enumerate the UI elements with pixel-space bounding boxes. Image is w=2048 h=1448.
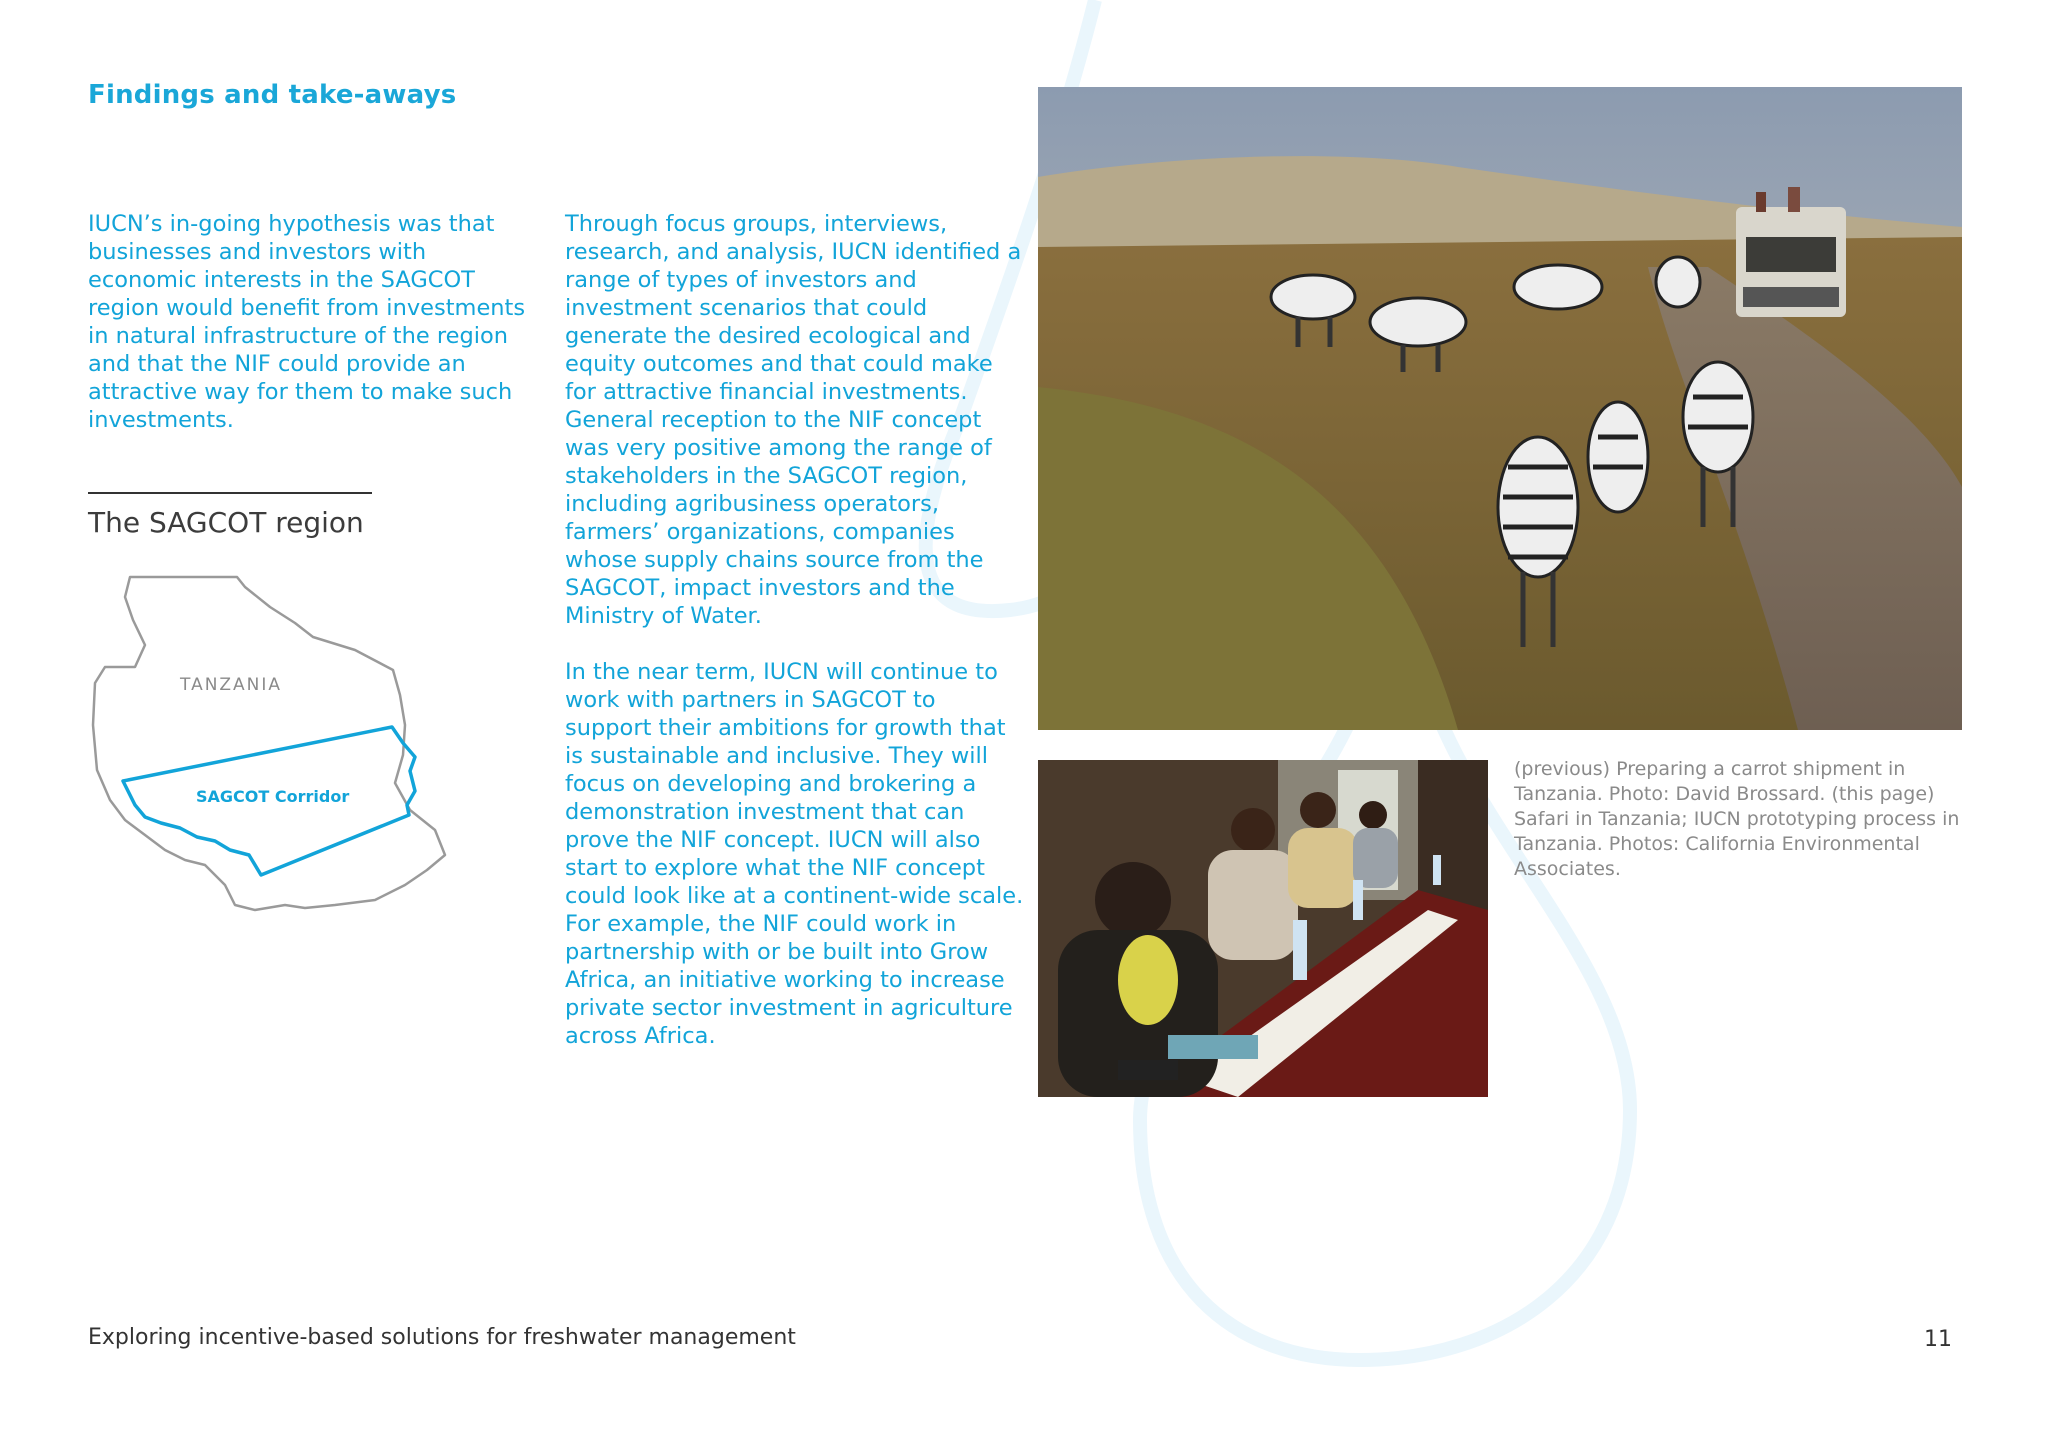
- tanzania-outline: [93, 577, 445, 910]
- hypothesis-paragraph: IUCN’s in-going hypothesis was that businesses and investors with economic interests in the SAGCOT region would benefit from investments in natural infrastructure of the region and that the NIF could provide an attractive way for them to make such investments.: [88, 211, 526, 433]
- meeting-photo: [1038, 760, 1488, 1097]
- corridor-label: SAGCOT Corridor: [196, 787, 350, 806]
- map-title: The SAGCOT region: [88, 506, 364, 539]
- tanzania-map: [85, 565, 455, 935]
- map-title-rule: [88, 492, 372, 494]
- footer-title: Exploring incentive-based solutions for freshwater management: [88, 1325, 796, 1350]
- section-heading: Findings and take-aways: [88, 80, 457, 110]
- findings-paragraph: Through focus groups, interviews, research, and analysis, IUCN identified a range of types of investors and investment scenarios that could generate the desired ecological and equity outcomes and that could make for attractive financial investments. General reception to the NIF concept was very positive among the range of stakeholders in the SAGCOT region, including agribusiness operators, farmers’ organizations, companies whose supply chains source from the SAGCOT, impact investors and the Ministry of Water.: [565, 211, 1022, 629]
- next-steps-paragraph: In the near term, IUCN will continue to work with partners in SAGCOT to support their ambitions for growth that is sustainable and inclusive. They will focus on developing and brokering a demonstration investment that can prove the NIF concept. IUCN will also start to explore what the NIF concept could look like at a continent-wide scale. For example, the NIF could work in partnership with or be built into Grow Africa, an initiative working to increase private sector investment in agriculture across Africa.: [565, 659, 1024, 1049]
- middle-column: [565, 210, 1025, 1050]
- photo-caption: (previous) Preparing a carrot shipment in Tanzania. Photo: David Brossard. (this page) Safari in Tanzania; IUCN prototyping process in Tanzania. Photos: California Environmental Associates.: [1514, 758, 1960, 880]
- left-column: [88, 210, 538, 434]
- safari-photo: [1038, 87, 1962, 730]
- country-label: TANZANIA: [180, 675, 283, 695]
- page-number: 11: [1924, 1327, 1952, 1352]
